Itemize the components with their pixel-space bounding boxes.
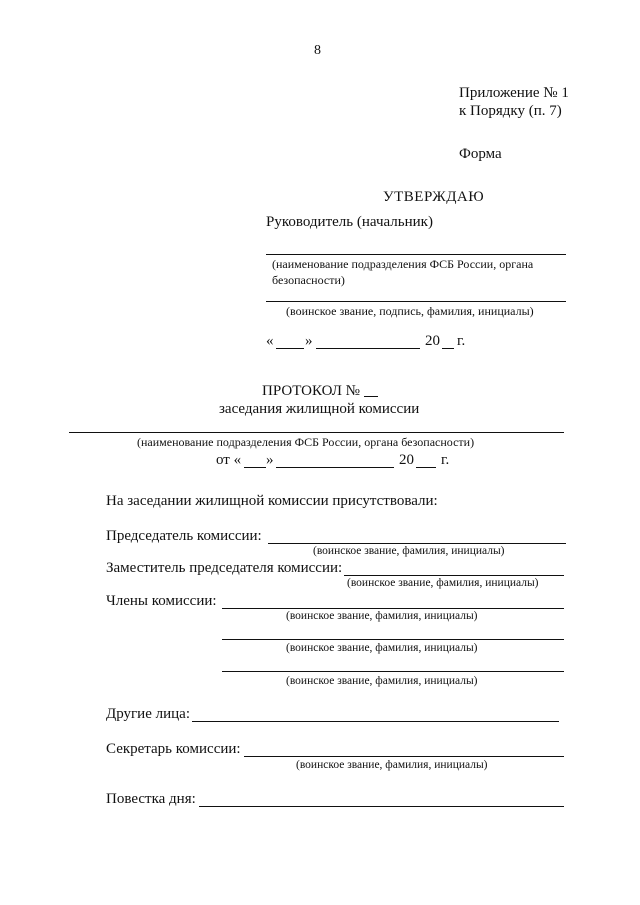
approval-date-close: » <box>305 333 313 349</box>
subdivision-hint-line2: безопасности) <box>272 273 345 287</box>
approval-month-line <box>316 348 420 349</box>
approval-year-prefix: 20 <box>425 333 440 349</box>
member-hint-3: (воинское звание, фамилия, инициалы) <box>286 675 478 687</box>
member-line-2 <box>222 639 564 640</box>
subdivision-hint-line1: (наименование подразделения ФСБ России, органа <box>272 257 534 271</box>
chairman-hint: (воинское звание, фамилия, инициалы) <box>313 545 505 557</box>
rank-signature-hint: (воинское звание, подпись, фамилия, инициалы) <box>286 304 534 318</box>
subdivision-line <box>266 254 566 255</box>
protocol-year-prefix: 20 <box>399 452 414 468</box>
protocol-day-line <box>244 467 266 468</box>
agenda-line <box>199 806 564 807</box>
form-label: Форма <box>459 146 502 162</box>
chairman-line <box>268 543 566 544</box>
protocol-number-line <box>364 396 378 397</box>
head-title: Руководитель (начальник) <box>266 214 433 230</box>
approval-date-open: « <box>266 333 274 349</box>
secretary-hint: (воинское звание, фамилия, инициалы) <box>296 759 488 771</box>
others-line <box>192 721 559 722</box>
protocol-subtitle: заседания жилищной комиссии <box>219 401 420 417</box>
approval-year-line <box>442 348 454 349</box>
chairman-label: Председатель комиссии: <box>106 528 262 544</box>
protocol-year-suffix: г. <box>441 452 450 468</box>
procedure-reference: к Порядку (п. 7) <box>459 103 562 119</box>
protocol-date-prefix: от « <box>216 452 242 468</box>
member-line-1 <box>222 608 564 609</box>
members-label: Члены комиссии: <box>106 593 217 609</box>
deputy-hint: (воинское звание, фамилия, инициалы) <box>347 577 539 589</box>
organization-hint: (наименование подразделения ФСБ России, органа безопасности) <box>137 435 475 449</box>
agenda-label: Повестка дня: <box>106 791 196 807</box>
protocol-title: ПРОТОКОЛ № <box>262 383 360 399</box>
signature-line <box>266 301 566 302</box>
protocol-month-line <box>276 467 394 468</box>
page-number: 8 <box>314 43 321 58</box>
member-line-3 <box>222 671 564 672</box>
organization-line <box>69 432 564 433</box>
deputy-label: Заместитель председателя комиссии: <box>106 560 343 576</box>
secretary-line <box>244 756 564 757</box>
secretary-label: Секретарь комиссии: <box>106 741 241 757</box>
protocol-date-close: » <box>266 452 274 468</box>
appendix-label: Приложение № 1 <box>459 85 569 101</box>
protocol-year-line <box>416 467 436 468</box>
member-hint-1: (воинское звание, фамилия, инициалы) <box>286 610 478 622</box>
deputy-line <box>344 575 564 576</box>
approve-heading: УТВЕРЖДАЮ <box>383 189 485 205</box>
attendance-intro: На заседании жилищной комиссии присутствовали: <box>106 493 438 509</box>
approval-year-suffix: г. <box>457 333 466 349</box>
approval-day-line <box>276 348 304 349</box>
member-hint-2: (воинское звание, фамилия, инициалы) <box>286 642 478 654</box>
others-label: Другие лица: <box>106 706 190 722</box>
